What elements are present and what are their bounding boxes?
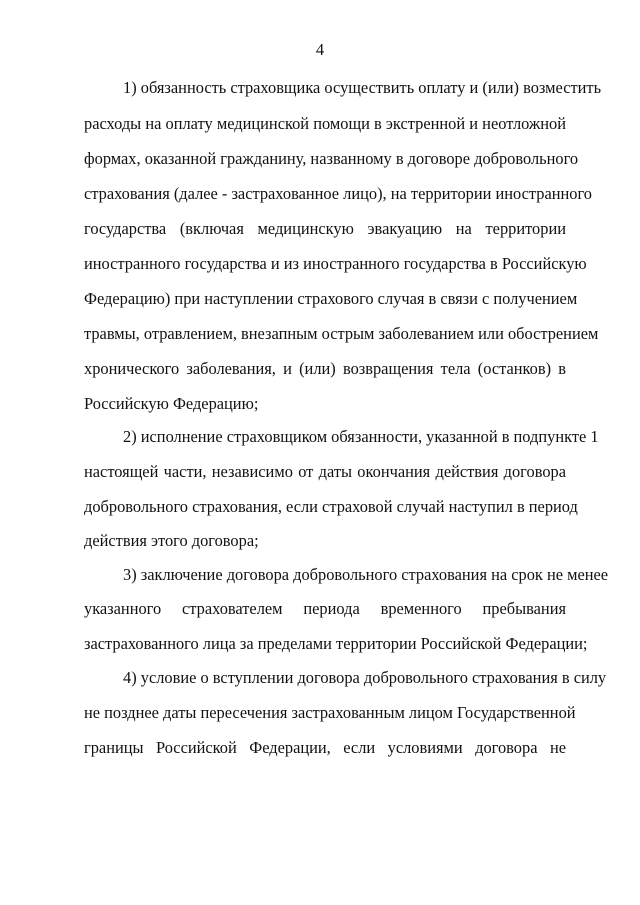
paragraph-3-line-2: указанного страхователем периода временного пребывания [84, 599, 566, 618]
paragraph-1-line-6: иностранного государства и из иностранного государства в Российскую [84, 254, 587, 273]
paragraph-1-line-2: расходы на оплату медицинской помощи в экстренной и неотложной [84, 114, 566, 133]
paragraph-2-line-4: действия этого договора; [84, 531, 259, 550]
paragraph-2-line-2: настоящей части, независимо от даты окончания действия договора [84, 462, 566, 481]
page-number: 4 [315, 40, 325, 59]
paragraph-1-line-3: формах, оказанной гражданину, названному в договоре добровольного [84, 149, 579, 168]
paragraph-4-line-3: границы Российской Федерации, если условиями договора не [84, 738, 566, 757]
paragraph-1-line-10: Российскую Федерацию; [84, 394, 259, 413]
paragraph-1-line-7: Федерацию) при наступлении страхового случая в связи с получением [84, 289, 578, 308]
paragraph-3-line-3: застрахованного лица за пределами территории Российской Федерации; [84, 634, 588, 653]
paragraph-1-line-5: государства (включая медицинскую эвакуацию на территории [84, 219, 566, 238]
paragraph-1-line-4: страхования (далее - застрахованное лицо), на территории иностранного [84, 184, 592, 203]
paragraph-2-line-3: добровольного страхования, если страховой случай наступил в период [84, 497, 578, 516]
paragraph-4-line-1: 4) условие о вступлении договора добровольного страхования в силу [123, 668, 607, 687]
paragraph-1-line-9: хронического заболевания, и (или) возвращения тела (останков) в [84, 359, 566, 378]
paragraph-1-line-8: травмы, отравлением, внезапным острым заболеванием или обострением [84, 324, 599, 343]
paragraph-3-line-1: 3) заключение договора добровольного страхования на срок не менее [123, 565, 609, 584]
paragraph-1-line-1: 1) обязанность страховщика осуществить оплату и (или) возместить [123, 78, 602, 97]
paragraph-4-line-2: не позднее даты пересечения застрахованным лицом Государственной [84, 703, 576, 722]
paragraph-2-line-1: 2) исполнение страховщиком обязанности, указанной в подпункте 1 [123, 427, 599, 446]
